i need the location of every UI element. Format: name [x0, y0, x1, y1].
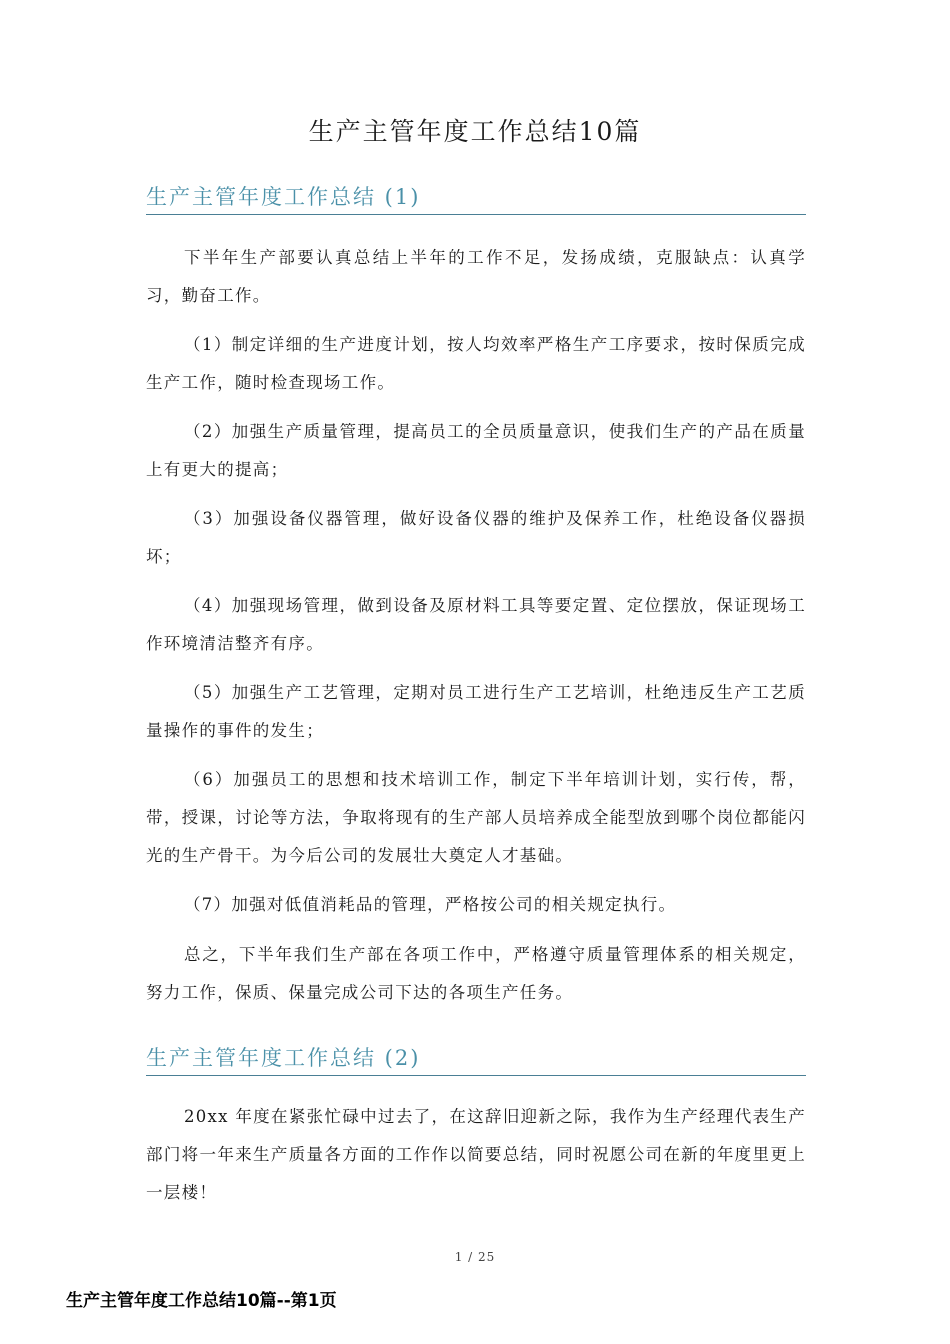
- paragraph: （4）加强现场管理，做到设备及原材料工具等要定置、定位摆放，保证现场工作环境清洁整齐有序。: [146, 596, 806, 653]
- paragraph: （2）加强生产质量管理，提高员工的全员质量意识，使我们生产的产品在质量上有更大的提高；: [146, 422, 806, 479]
- paragraph: 20xx 年度在紧张忙碌中过去了，在这辞旧迎新之际，我作为生产经理代表生产部门将一年来生产质量各方面的工作作以简要总结，同时祝愿公司在新的年度里更上一层楼！: [146, 1107, 806, 1202]
- section-heading-2: 生产主管年度工作总结 (2): [146, 1043, 806, 1076]
- paragraph: 下半年生产部要认真总结上半年的工作不足，发扬成绩，克服缺点：认真学习，勤奋工作。: [146, 248, 806, 305]
- paragraph: （3）加强设备仪器管理，做好设备仪器的维护及保养工作，杜绝设备仪器损坏；: [146, 509, 806, 566]
- paragraph: 总之，下半年我们生产部在各项工作中，严格遵守质量管理体系的相关规定，努力工作，保质、保量完成公司下达的各项生产任务。: [146, 945, 806, 1002]
- paragraph: （5）加强生产工艺管理，定期对员工进行生产工艺培训，杜绝违反生产工艺质量操作的事件的发生；: [146, 683, 806, 740]
- footer-label: 生产主管年度工作总结10篇--第1页: [66, 1291, 337, 1311]
- paragraph: （7）加强对低值消耗品的管理，严格按公司的相关规定执行。: [183, 895, 677, 914]
- paragraph: （1）制定详细的生产进度计划，按人均效率严格生产工序要求，按时保质完成生产工作，随时检查现场工作。: [146, 335, 806, 392]
- section-heading-1: 生产主管年度工作总结 (1): [146, 182, 806, 215]
- document-title: 生产主管年度工作总结10篇: [308, 117, 642, 146]
- paragraph: （6）加强员工的思想和技术培训工作，制定下半年培训计划，实行传，帮，带，授课，讨论等方法，争取将现有的生产部人员培养成全能型放到哪个岗位都能闪光的生产骨干。为今后公司的发展壮大奠定人才基础。: [146, 770, 806, 865]
- page-number: 1 / 25: [454, 1250, 496, 1264]
